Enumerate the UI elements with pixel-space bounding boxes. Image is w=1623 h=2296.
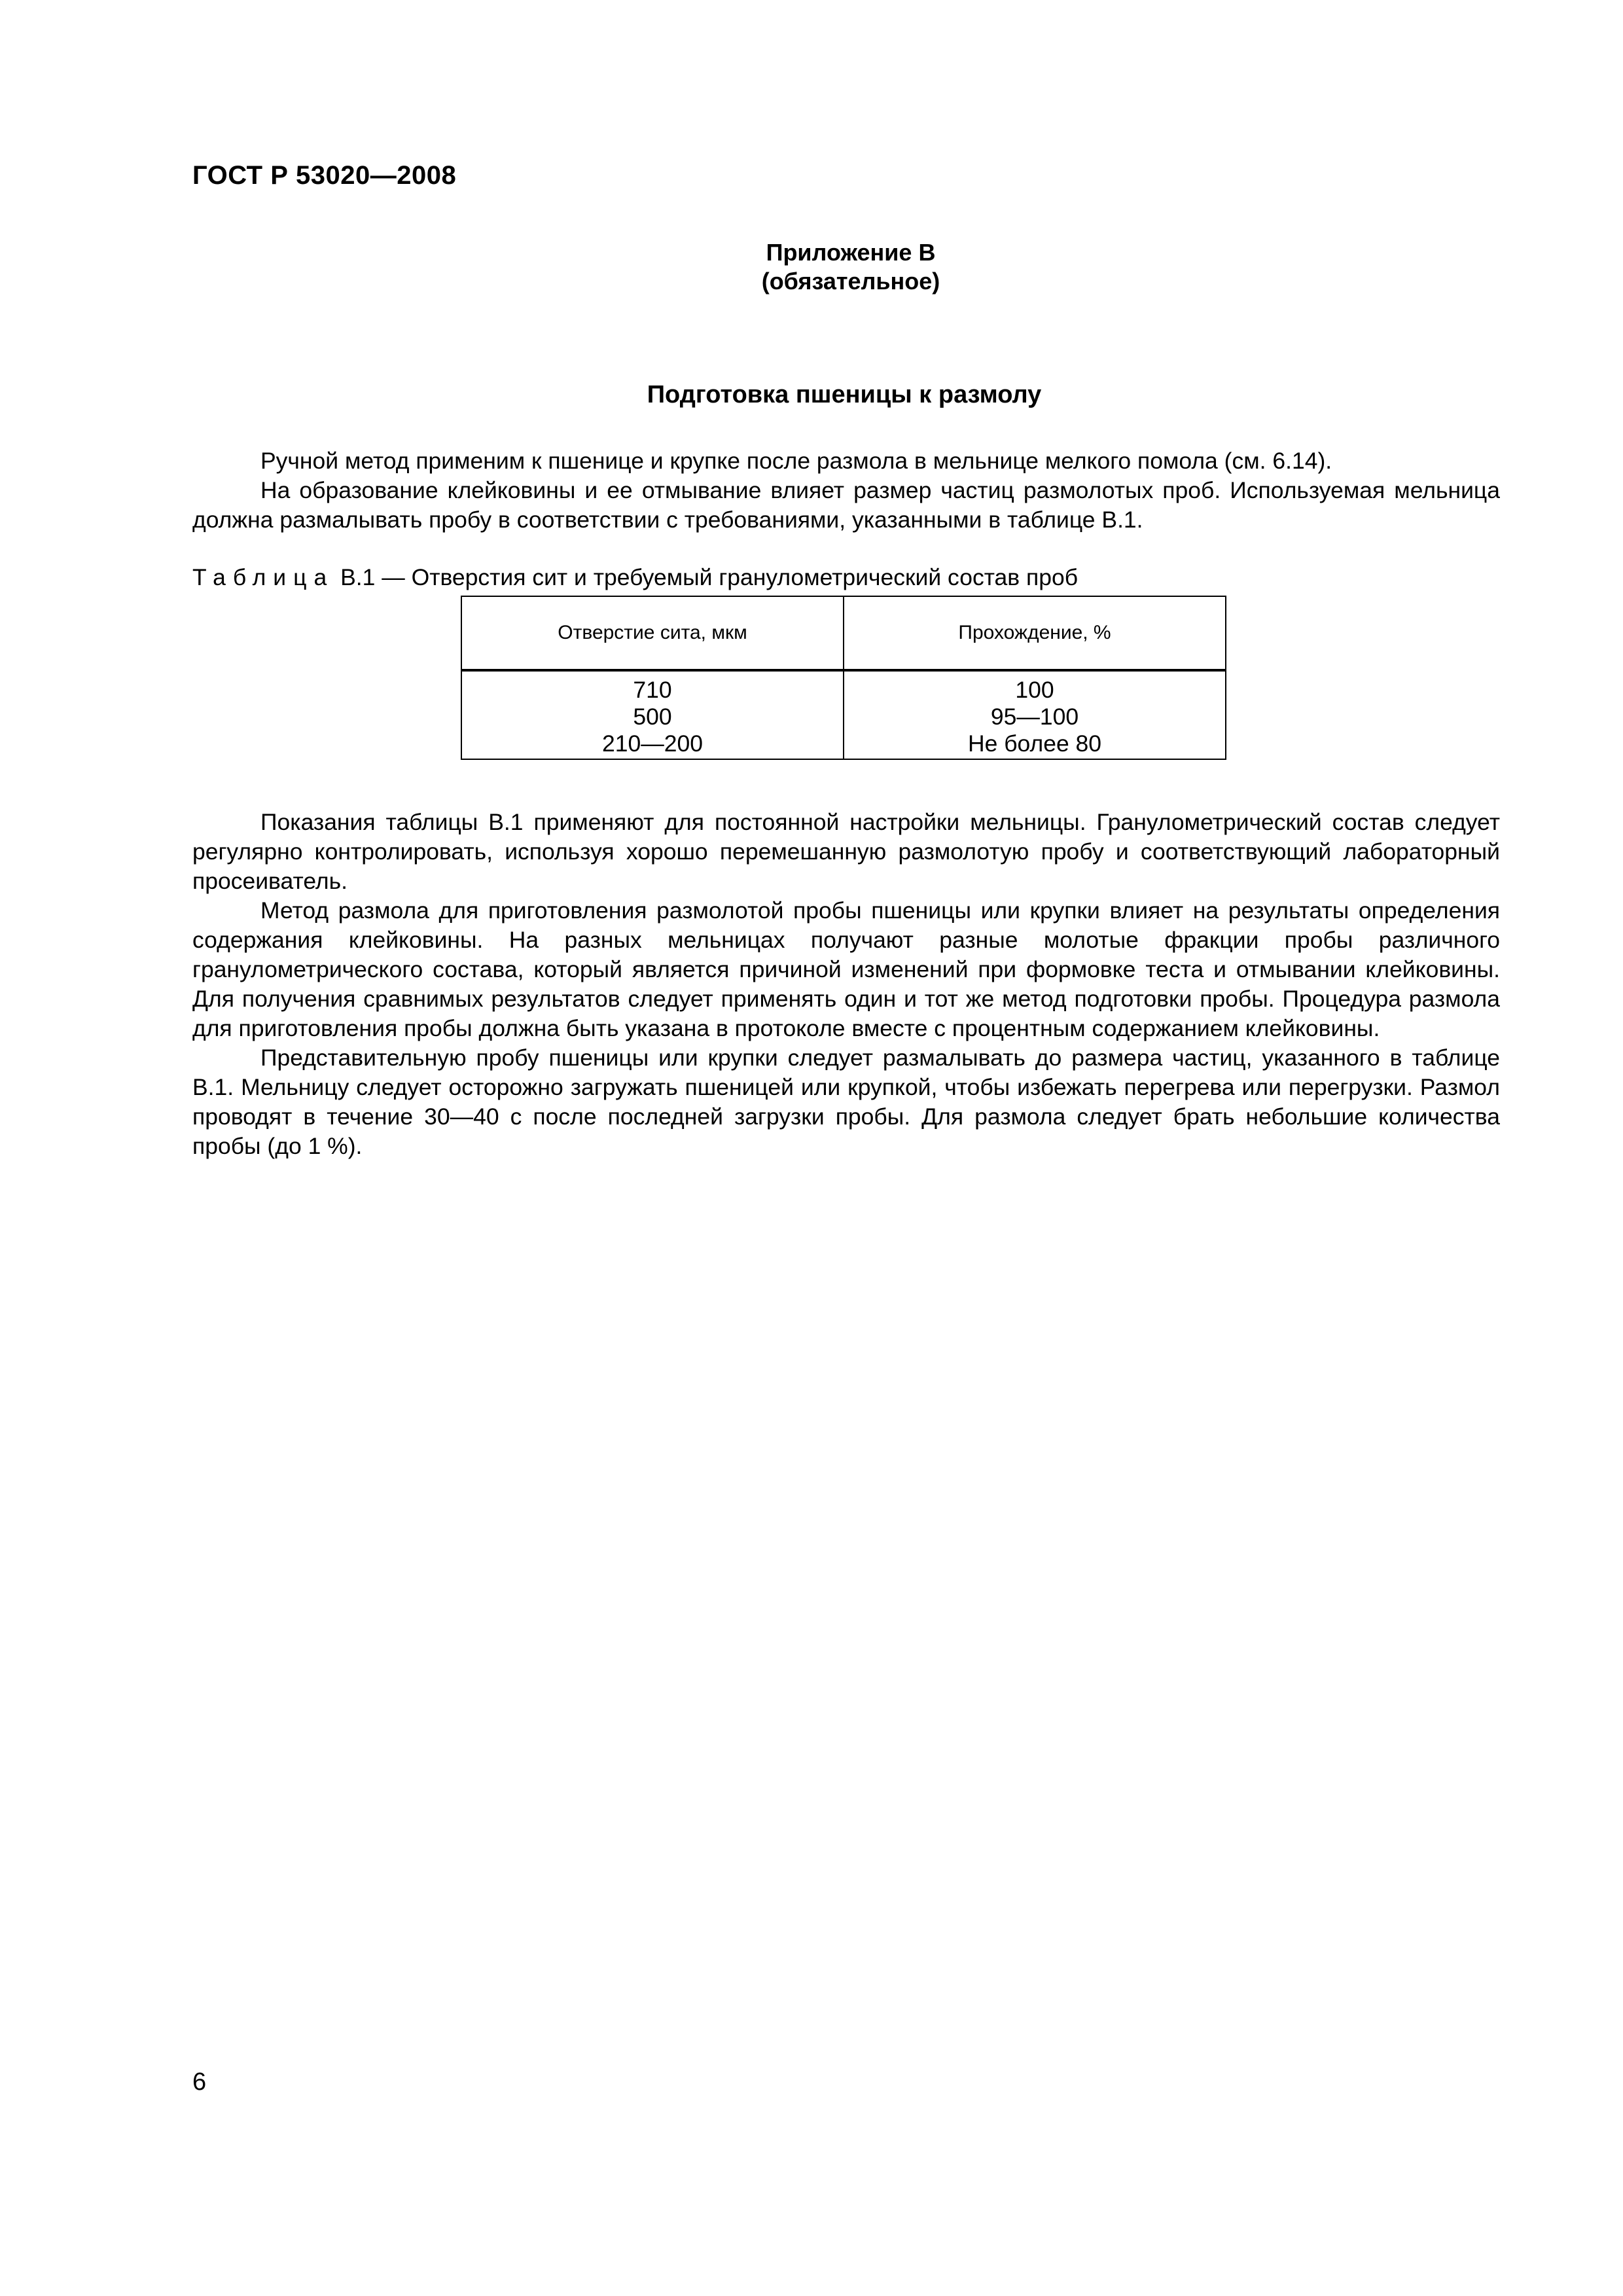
body-paragraph: Метод размола для приготовления размолотой пробы пшеницы или крупки влияет на результаты определения содержания клейковины. На разных мельницах получают разные молотые фракции пробы различного гранулометрического состава, который является причиной изменений при формовке теста и отмывании клейковины. Для получения сравнимых результатов следует применять один и тот же метод подготовки пробы. Процедура размола для приготовления пробы должна быть указана в протоколе вместе с процентным содержанием клейковины.: [192, 897, 1500, 1041]
table-caption-text: В.1 — Отверстия сит и требуемый гранулометрический состав проб: [340, 564, 1079, 590]
appendix-status: (обязательное): [761, 268, 940, 295]
section-title: Подготовка пшеницы к размолу: [647, 381, 1042, 408]
page-number: 6: [192, 2068, 207, 2096]
document-code: ГОСТ Р 53020—2008: [192, 161, 457, 190]
table-cell-value: Не более 80: [967, 730, 1102, 757]
column-header-passage: Прохождение, %: [844, 596, 1226, 670]
table-caption-label: Таблица: [192, 564, 334, 590]
column-header-sieve-opening: Отверстие сита, мкм: [461, 596, 844, 670]
table-cell-value: 95—100: [990, 704, 1079, 730]
table-caption: [192, 564, 1078, 591]
intro-paragraph: На образование клейковины и ее отмывание влияет размер частиц размолотых проб. Используемая мельница должна размалывать пробу в соответствии с требованиями, указанными в таблице В.1.: [192, 477, 1500, 533]
passage-cell: [844, 670, 1226, 759]
table-cell-value: 210—200: [602, 730, 703, 757]
table-cell-value: 100: [1015, 677, 1054, 703]
sieve-opening-cell: [461, 670, 844, 759]
intro-paragraph: Ручной метод применим к пшенице и крупке после размола в мельнице мелкого помола (см. 6.14).: [260, 448, 1332, 474]
table-cell-value: 500: [633, 704, 672, 730]
table-row: [461, 670, 1226, 759]
body-paragraph: Представительную пробу пшеницы или крупки следует размалывать до размера частиц, указанного в таблице В.1. Мельницу следует осторожно загружать пшеницей или крупкой, чтобы избежать перегрева или перегрузки. Размол проводят в течение 30—40 с после последней загрузки пробы. Для размола следует брать небольшие количества пробы (до 1 %).: [192, 1045, 1500, 1159]
sieve-table: [461, 596, 1226, 760]
table-header-row: [461, 596, 1226, 670]
table-cell-value: 710: [633, 677, 672, 703]
appendix-heading: [654, 238, 1047, 296]
body-text: [192, 808, 1500, 1161]
appendix-label: Приложение В: [766, 239, 936, 266]
body-paragraph: Показания таблицы В.1 применяют для постоянной настройки мельницы. Гранулометрический состав следует регулярно контролировать, используя хорошо перемешанную размолотую пробу и соответствующий лабораторный просеиватель.: [192, 809, 1500, 894]
intro-text: [192, 446, 1500, 535]
